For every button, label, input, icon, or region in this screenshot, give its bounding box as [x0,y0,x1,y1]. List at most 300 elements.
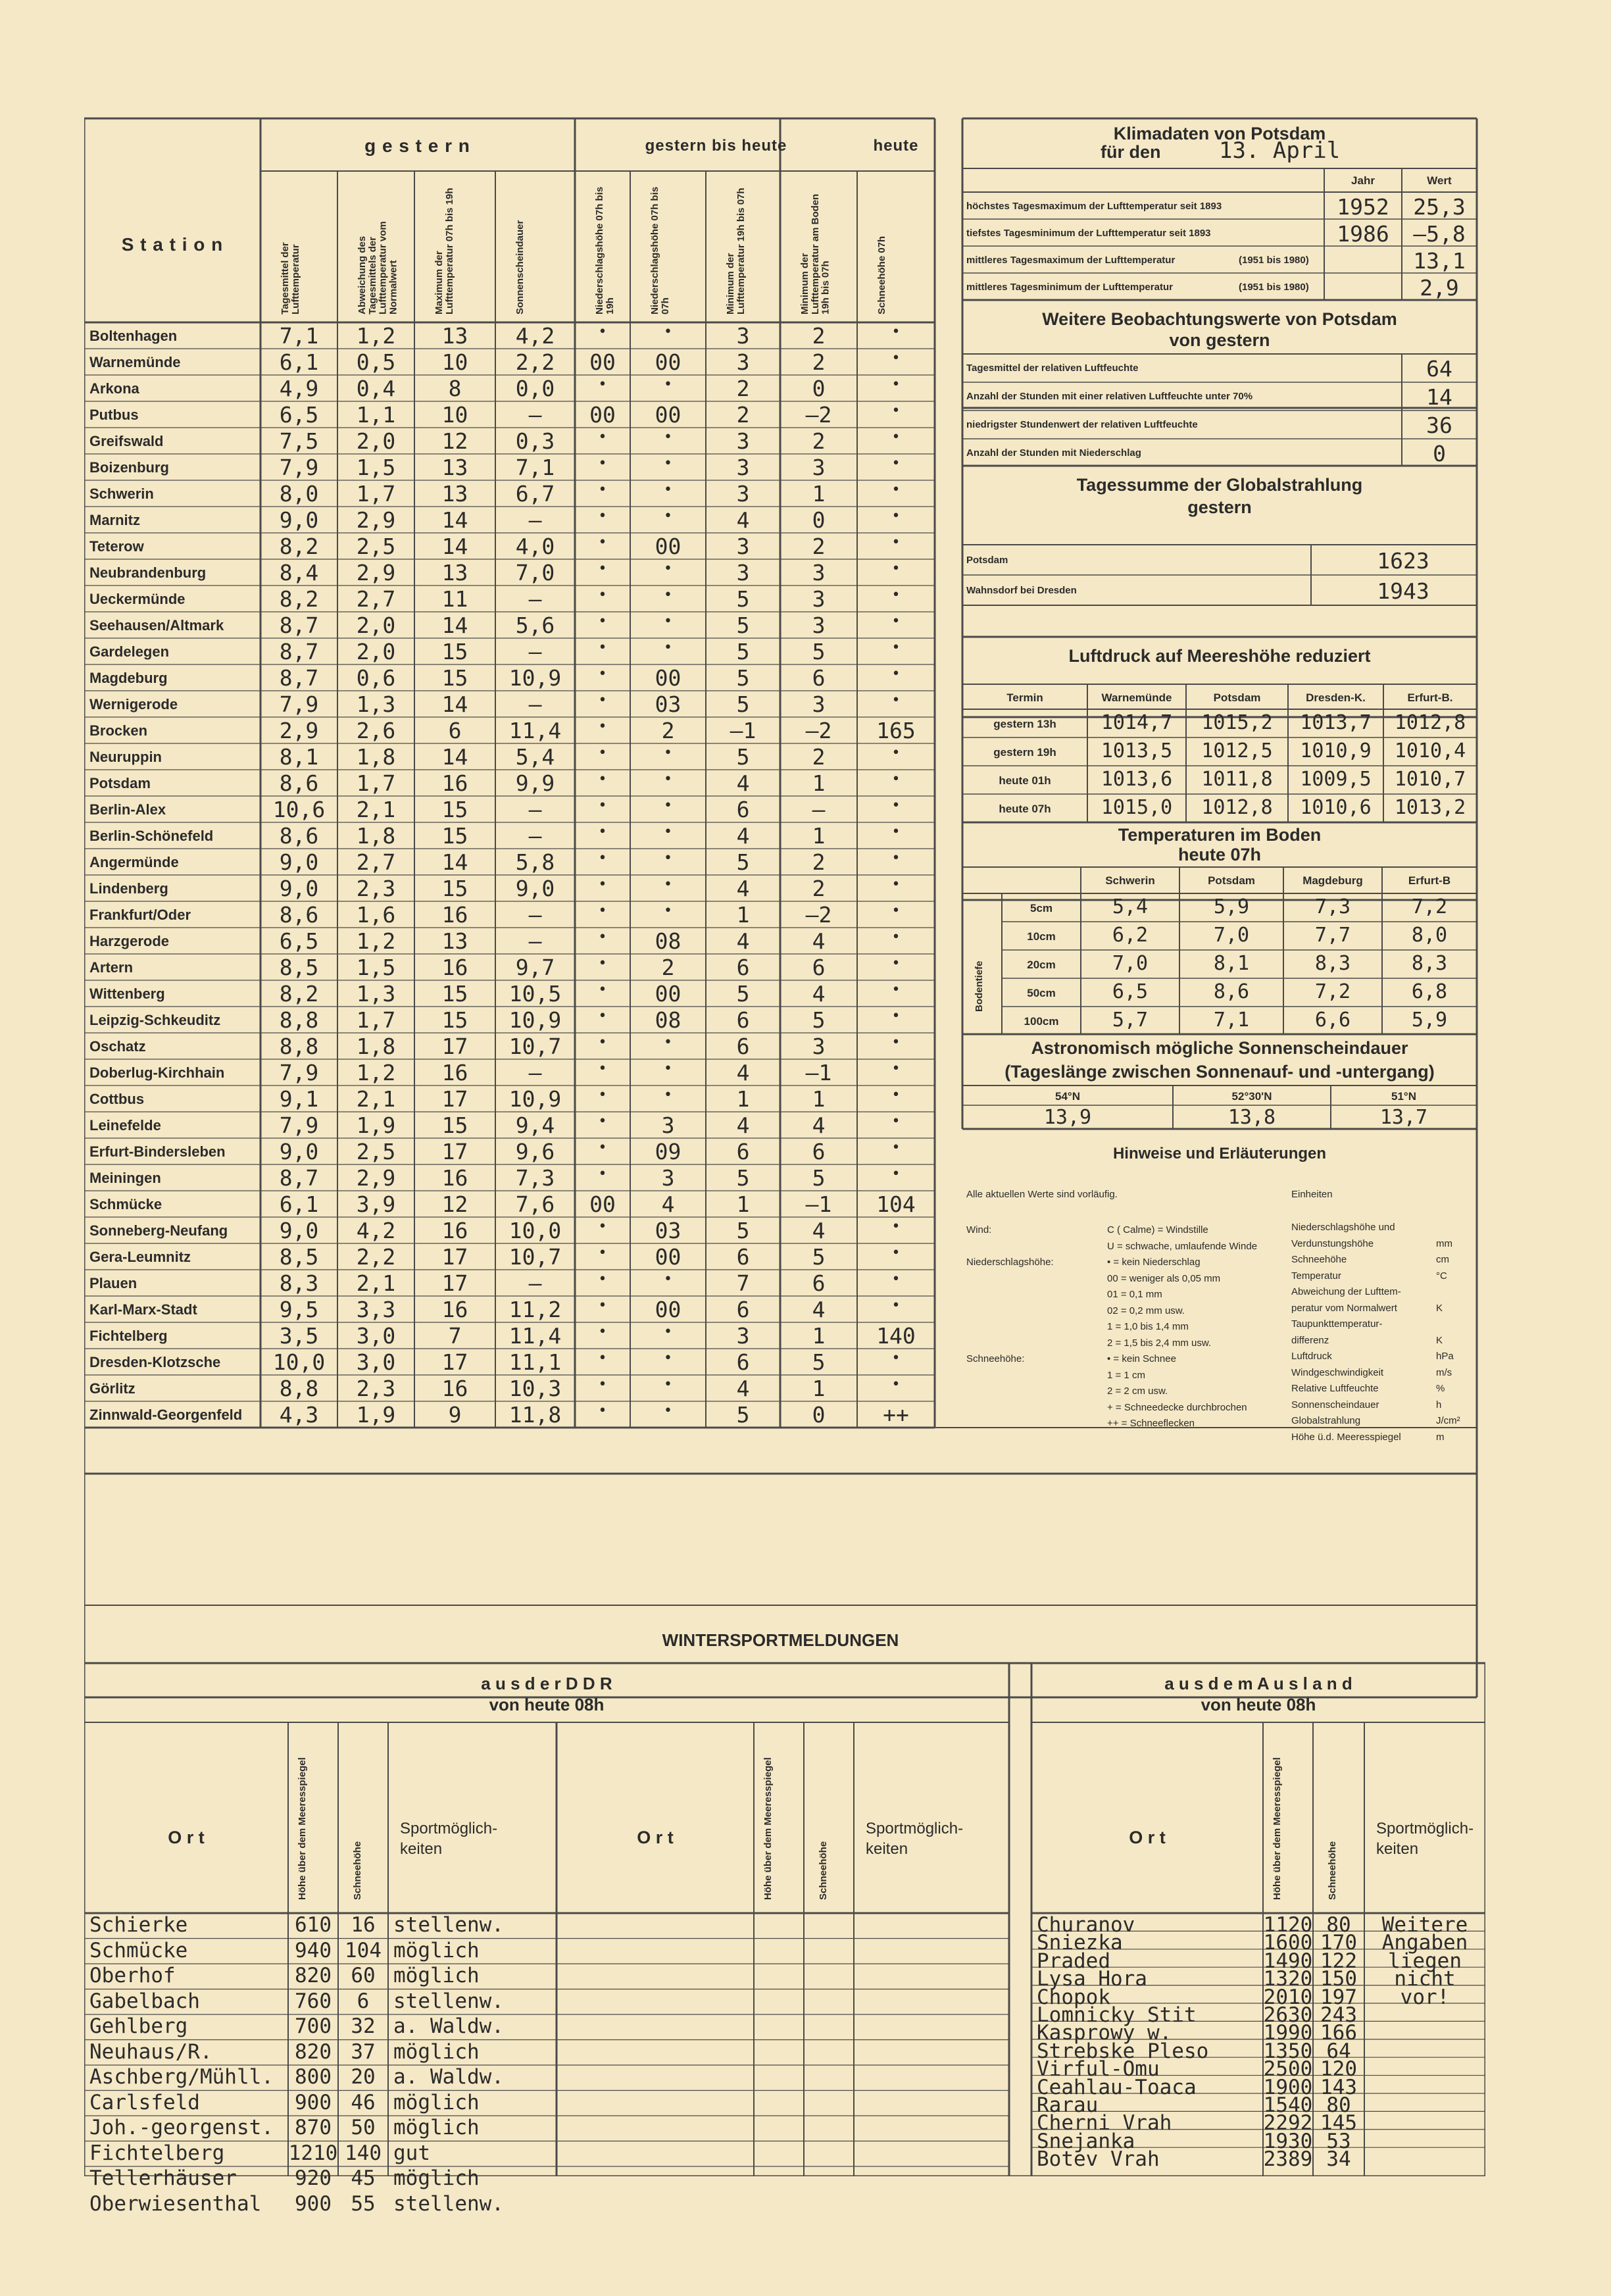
data-cell: 17 [441,1034,468,1059]
data-cell: 5 [736,691,750,717]
data-cell: • [663,903,673,919]
ausland-schnee: 122 [1320,1949,1357,1973]
data-cell: 2 [736,402,750,428]
group-heute: heute [873,137,919,155]
sport-header: Sportmöglich- keiten [866,1820,964,1859]
data-cell: 4 [812,1112,826,1138]
data-cell: 6 [736,1349,750,1375]
data-cell: 16 [441,1165,468,1191]
ddr-hoehe: 940 [295,1938,332,1962]
data-cell: 8,6 [279,770,319,796]
data-cell: 08 [655,1007,682,1033]
data-cell: 4 [736,1376,750,1401]
ausland-ort: Churanov [1037,1913,1135,1937]
ddr-hoehe: 820 [295,1964,332,1987]
data-cell: • [891,587,901,603]
hinweise-value: + = Schneedecke durchbrochen [1107,1401,1247,1413]
ddr-sport: möglich [393,1964,480,1987]
ausland-ort-header: O r t [1129,1828,1166,1847]
data-cell: 3 [736,560,750,586]
einheit-unit: m/s [1436,1366,1452,1378]
data-cell: • [891,692,901,709]
station-name: Frankfurt/Oder [89,907,191,923]
data-cell: 2,7 [356,849,396,875]
ddr-schnee: 140 [345,2141,382,2165]
luftdruck-header: Warnemünde [1101,691,1172,704]
data-cell: 16 [441,1060,468,1086]
column-header: Minimum der Lufttemperatur 19h bis 07h [725,187,747,314]
einheit-unit: % [1436,1383,1445,1394]
data-cell: 0,6 [356,665,396,691]
ddr-schnee: 45 [351,2166,376,2190]
data-cell: • [598,639,607,656]
ausland-schnee: 64 [1326,2039,1351,2063]
data-cell: 3 [812,455,826,480]
data-cell: 1,5 [356,955,396,980]
data-cell: 10,9 [508,665,562,691]
data-cell: 3 [736,349,750,375]
data-cell: 3 [736,428,750,454]
data-cell: 2 [812,534,826,559]
data-cell: 1,7 [356,481,396,507]
ddr-schnee: 32 [351,2014,376,2038]
data-cell: 9,0 [279,849,319,875]
data-cell: 1 [812,1376,826,1401]
data-cell: 0 [812,1402,826,1428]
boden-value: 7,2 [1411,895,1448,918]
data-cell: 5 [812,1349,826,1375]
weitere-label: Anzahl der Stunden mit Niederschlag [966,447,1141,459]
data-cell: 3,0 [356,1323,396,1349]
data-cell: 9,4 [515,1112,555,1138]
station-name: Boizenburg [89,459,169,476]
data-cell: 1,7 [356,1007,396,1033]
data-cell: 14 [441,744,468,770]
ausland-schnee: 143 [1320,2075,1357,2099]
column-header: Abweichung des Tagesmittels der Lufttemperatur vom Normalwert [357,221,399,314]
data-cell: 8,3 [279,1270,319,1296]
hinweise-value: ++ = Schneeflecken [1107,1418,1195,1429]
ausland-title: a u s d e m A u s l a n d [1164,1674,1352,1693]
data-cell: • [663,429,673,445]
data-cell: • [891,350,901,366]
data-cell: 5,6 [515,612,555,638]
boden-header: Schwerin [1105,874,1155,887]
data-cell: 1,6 [356,902,396,928]
station-name: Marnitz [89,512,140,528]
ddr-ort: Carlsfeld [89,2090,200,2114]
data-cell: 2 [736,376,750,401]
data-cell: 9,0 [279,507,319,533]
luftdruck-value: 1010,7 [1394,768,1466,791]
data-cell: 7,5 [279,428,319,454]
boden-value: 8,3 [1411,952,1448,975]
data-cell: 7,6 [515,1191,555,1217]
ausland-ort: Sniezka [1037,1931,1123,1955]
station-name: Seehausen/Altmark [89,617,224,634]
einheit-label: Sonnenscheindauer [1291,1399,1379,1410]
data-cell: – [528,797,542,822]
data-cell: • [891,771,901,787]
data-cell: 15 [441,876,468,901]
data-cell: – [528,1270,542,1296]
data-cell: 2,9 [356,560,396,586]
data-cell: 10 [441,402,468,428]
data-cell: 2,9 [279,718,319,743]
data-cell: 7,9 [279,691,319,717]
data-cell: 14 [441,849,468,875]
boden-value: 8,0 [1411,924,1448,947]
data-cell: 7,0 [515,560,555,586]
data-cell: – [528,1060,542,1086]
data-cell: 2,9 [356,507,396,533]
data-cell: 17 [441,1270,468,1296]
data-cell: 5 [736,1402,750,1428]
ddr-schnee: 104 [345,1938,382,1962]
data-cell: 1,2 [356,928,396,954]
data-cell: 10,0 [272,1349,326,1375]
data-cell: 4,2 [356,1218,396,1243]
data-cell: 1,8 [356,1034,396,1059]
data-cell: • [598,982,607,998]
data-cell: 8,5 [279,1244,319,1270]
data-cell: 2,5 [356,1139,396,1164]
luftdruck-value: 1013,2 [1394,796,1466,819]
ausland-schnee: 34 [1326,2147,1351,2172]
data-cell: – [528,928,542,954]
data-cell: • [891,613,901,630]
data-cell: 15 [441,665,468,691]
ddr-schnee: 55 [351,2191,376,2216]
data-cell: 3 [812,560,826,586]
boden-value: 7,1 [1213,1009,1250,1032]
station-name: Putbus [89,407,139,423]
data-cell: 7,1 [515,455,555,480]
data-cell: 8,6 [279,902,319,928]
ddr-schnee: 60 [351,1964,376,1987]
data-cell: • [891,376,901,393]
data-cell: 8,2 [279,981,319,1007]
data-cell: • [598,692,607,709]
astro-header: 54°N [1055,1090,1080,1103]
data-cell: 10,3 [508,1376,562,1401]
global-label: Wahnsdorf bei Dresden [966,585,1077,596]
station-name: Ueckermünde [89,591,186,607]
data-cell: • [598,1166,607,1182]
luftdruck-value: 1013,7 [1300,711,1372,734]
station-name: Schwerin [89,486,154,502]
data-cell: 1,7 [356,770,396,796]
klima-wert: 25,3 [1413,194,1466,220]
data-cell: • [598,718,607,735]
data-cell: –2 [805,718,832,743]
data-cell: 5 [736,639,750,664]
station-name: Harzgerode [89,933,170,949]
klima-period: (1951 bis 1980) [1239,255,1309,266]
col-jahr: Jahr [1351,174,1375,187]
data-cell: 00 [589,1191,616,1217]
data-cell: 3 [661,1112,675,1138]
data-cell: 4 [736,1112,750,1138]
data-cell: 1 [812,770,826,796]
boden-value: 6,6 [1314,1009,1351,1032]
einheit-unit: K [1436,1302,1443,1314]
data-cell: 3 [736,481,750,507]
luftdruck-value: 1009,5 [1300,768,1372,791]
data-cell: 7,9 [279,1112,319,1138]
einheit-unit: °C [1436,1270,1447,1282]
einheit-unit: m [1436,1431,1445,1443]
data-cell: 5 [812,1165,826,1191]
ausland-schnee: 197 [1320,1985,1357,2009]
boden-depth: 5cm [1029,902,1053,914]
data-cell: 7,9 [279,455,319,480]
hinweise-value: C ( Calme) = Windstille [1107,1224,1208,1235]
data-cell: • [598,1139,607,1156]
data-cell: 1 [812,1323,826,1349]
data-cell: 2 [812,876,826,901]
ddr-sport: möglich [393,2090,480,2114]
data-cell: • [891,482,901,498]
weitere-label: Anzahl der Stunden mit einer relativen Luftfeuchte unter 70% [966,391,1253,402]
ausland-hoehe: 1600 [1263,1931,1313,1955]
data-cell: 3 [812,1034,826,1059]
data-cell: 4 [736,507,750,533]
data-cell: 2,0 [356,612,396,638]
data-cell: • [598,850,607,866]
luftdruck-termin: gestern 19h [993,746,1056,759]
data-cell: 15 [441,981,468,1007]
data-cell: 8,6 [279,823,319,849]
boden-value: 7,7 [1314,924,1351,947]
data-cell: • [891,797,901,814]
data-cell: 8,0 [279,481,319,507]
ddr-sport: möglich [393,2166,480,2190]
data-cell: 0,4 [356,376,396,401]
sport-header: Sportmöglich- keiten [400,1820,498,1859]
data-cell: 5 [736,586,750,612]
ausland-hoehe: 1900 [1263,2075,1313,2099]
col-wert: Wert [1427,174,1452,187]
data-cell: 6 [812,665,826,691]
data-cell: • [598,1087,607,1103]
data-cell: 9,6 [515,1139,555,1164]
data-cell: 00 [655,402,682,428]
ddr-sport: möglich [393,2116,480,2139]
data-cell: • [891,1087,901,1103]
column-header: Sonnenscheindauer [514,220,526,314]
luftdruck-value: 1010,6 [1300,796,1372,819]
data-cell: • [891,403,901,419]
einheit-label: Windgeschwindigkeit [1291,1366,1384,1378]
data-cell: 6 [736,1007,750,1033]
data-cell: • [891,1271,901,1287]
data-cell: 5 [736,612,750,638]
ddr-hoehe: 900 [295,2191,332,2216]
data-cell: • [891,903,901,919]
luftdruck-header: Dresden-K. [1306,691,1366,704]
station-name: Wittenberg [89,986,165,1002]
data-cell: 6,1 [279,349,319,375]
data-cell: • [598,1034,607,1051]
data-cell: • [891,929,901,945]
global-title: Tagessumme der Globalstrahlung [1076,475,1363,495]
data-cell: 5 [736,744,750,770]
luftdruck-value: 1013,5 [1101,739,1173,762]
weitere-subtitle: von gestern [1169,330,1270,350]
data-cell: 2,1 [356,1086,396,1112]
data-cell: 2 [812,849,826,875]
klima-period: (1951 bis 1980) [1239,282,1309,293]
ddr-sport: gut [393,2141,430,2165]
data-cell: 2,1 [356,1270,396,1296]
luftdruck-value: 1011,8 [1201,768,1273,791]
station-name: Gera-Leumnitz [89,1249,191,1265]
luftdruck-header: Erfurt-B. [1407,691,1453,704]
luftdruck-title: Luftdruck auf Meereshöhe reduziert [1068,646,1371,666]
data-cell: 8,5 [279,955,319,980]
data-cell: 6 [448,718,462,743]
klima-wert: –5,8 [1413,221,1466,247]
column-header: Minimum der Lufttemperatur am Boden 19h bis 07h [799,193,831,314]
ddr-subtitle: von heute 08h [489,1695,605,1714]
global-subtitle: gestern [1187,497,1252,517]
ddr-hoehe: 920 [295,2166,332,2190]
station-name: Fichtelberg [89,1328,168,1344]
data-cell: 10 [441,349,468,375]
data-cell: 13 [441,928,468,954]
data-cell: 1 [812,481,826,507]
station-name: Berlin-Alex [89,801,166,818]
data-cell: 1 [736,1191,750,1217]
hinweise-intro: Alle aktuellen Werte sind vorläufig. [966,1189,1118,1200]
hinweise-value: U = schwache, umlaufende Winde [1107,1240,1258,1252]
data-cell: 17 [441,1244,468,1270]
ddr-ort: Oberwiesenthal [89,2191,262,2216]
data-cell: – [528,691,542,717]
ausland-schnee: 80 [1326,2093,1351,2117]
ort-header: O r t [168,1828,205,1847]
data-cell: • [891,639,901,656]
klima-wert: 13,1 [1413,248,1466,274]
data-cell: 00 [655,1244,682,1270]
data-cell: 6,1 [279,1191,319,1217]
ausland-hoehe: 1320 [1263,1967,1313,1991]
ausland-note: Angaben [1381,1931,1468,1955]
ausland-schnee: 150 [1320,1967,1357,1991]
station-name: Cottbus [89,1091,145,1107]
data-cell: 6 [736,1244,750,1270]
ddr-ort: Gabelbach [89,1989,200,2013]
station-name: Plauen [89,1275,137,1291]
data-cell: • [663,824,673,840]
station-name: Oschatz [89,1038,146,1055]
data-cell: 7,1 [279,323,319,349]
data-cell: 5 [736,1218,750,1243]
boden-value: 7,3 [1314,895,1351,918]
boden-value: 7,0 [1213,924,1250,947]
einheiten-title: Einheiten [1291,1189,1333,1200]
ausland-hoehe: 1120 [1263,1913,1313,1937]
station-name: Boltenhagen [89,328,178,344]
ausland-hoehe: 2010 [1263,1985,1313,2009]
data-cell: 16 [441,1218,468,1243]
data-cell: 10,0 [508,1218,562,1243]
data-cell: 2,2 [356,1244,396,1270]
hinweise-value: 2 = 2 cm usw. [1107,1385,1168,1397]
ddr-sport: stellenw. [393,2191,504,2216]
ausland-ort: Chopok [1037,1985,1110,2009]
data-cell: • [598,929,607,945]
station-name: Wernigerode [89,696,178,712]
data-cell: 11,1 [508,1349,562,1375]
astro-header: 52°30'N [1231,1090,1272,1103]
data-cell: • [598,876,607,893]
data-cell: 9,7 [515,955,555,980]
data-cell: 3 [736,1323,750,1349]
data-cell: • [891,1350,901,1366]
boden-depth: 10cm [1027,930,1056,943]
data-cell: • [891,1245,901,1261]
data-cell: • [663,1271,673,1287]
data-cell: 1,8 [356,744,396,770]
data-cell: 2,6 [356,718,396,743]
data-cell: 03 [655,691,682,717]
hinweise-key: Wind: [966,1224,992,1235]
data-cell: • [598,508,607,524]
data-cell: • [891,324,901,340]
data-cell: • [598,745,607,761]
weitere-wert: 14 [1426,384,1452,410]
ausland-schnee: 120 [1320,2057,1357,2082]
data-cell: 9,0 [279,1218,319,1243]
data-cell: 5 [812,639,826,664]
einheit-unit: K [1436,1334,1443,1346]
data-cell: • [891,955,901,972]
ausland-ort: Snejanka [1037,2129,1135,2153]
klima-label: mittleres Tagesmaximum der Lufttemperatur [966,255,1176,266]
boden-header: Potsdam [1208,874,1255,887]
data-cell: 1 [812,823,826,849]
boden-value: 5,7 [1112,1009,1149,1032]
data-cell: • [598,1008,607,1024]
data-cell: • [663,561,673,577]
data-cell: 4,3 [279,1402,319,1428]
data-cell: • [663,613,673,630]
luftdruck-header: Potsdam [1213,691,1261,704]
data-cell: • [891,561,901,577]
data-cell: 13 [441,455,468,480]
hinweise-value: 1 = 1,0 bis 1,4 mm [1107,1321,1189,1332]
station-name: Magdeburg [89,670,168,686]
data-cell: 8 [448,376,462,401]
ausland-hoehe: 1350 [1263,2039,1313,2063]
data-cell: 6 [812,955,826,980]
data-cell: 15 [441,797,468,822]
data-cell: 4 [812,928,826,954]
data-cell: • [891,876,901,893]
data-cell: 00 [655,1297,682,1322]
data-cell: 11,4 [508,1323,562,1349]
ddr-hoehe: 610 [295,1913,332,1937]
einheit-label: differenz [1291,1334,1329,1346]
station-name: Teterow [89,538,144,555]
data-cell: 2 [812,428,826,454]
data-cell: 7 [448,1323,462,1349]
data-cell: 2 [812,349,826,375]
data-cell: 10,7 [508,1244,562,1270]
ddr-title: a u s d e r D D R [481,1674,612,1693]
